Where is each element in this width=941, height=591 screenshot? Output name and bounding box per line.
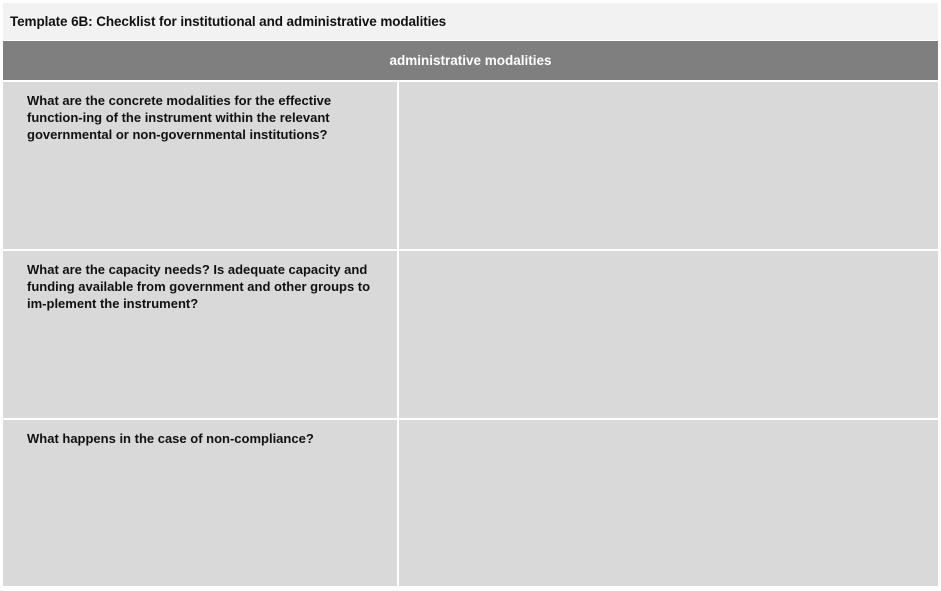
question-cell: What are the capacity needs? Is adequate capacity and funding available from government and other groups to im-plement the instrument? [3, 251, 397, 418]
answer-cell[interactable] [399, 82, 938, 249]
table-row [3, 420, 938, 586]
page-title: Template 6B: Checklist for institutional and administrative modalities [3, 3, 938, 40]
checklist-table [3, 82, 938, 586]
table-row [3, 251, 938, 418]
answer-cell[interactable] [399, 420, 938, 586]
question-cell: What happens in the case of non-compliance? [3, 420, 397, 586]
table-row [3, 82, 938, 249]
table-header: administrative modalities [3, 41, 938, 80]
answer-cell[interactable] [399, 251, 938, 418]
question-cell: What are the concrete modalities for the effective function-ing of the instrument within the relevant governmental or non-governmental institutions? [3, 82, 397, 249]
